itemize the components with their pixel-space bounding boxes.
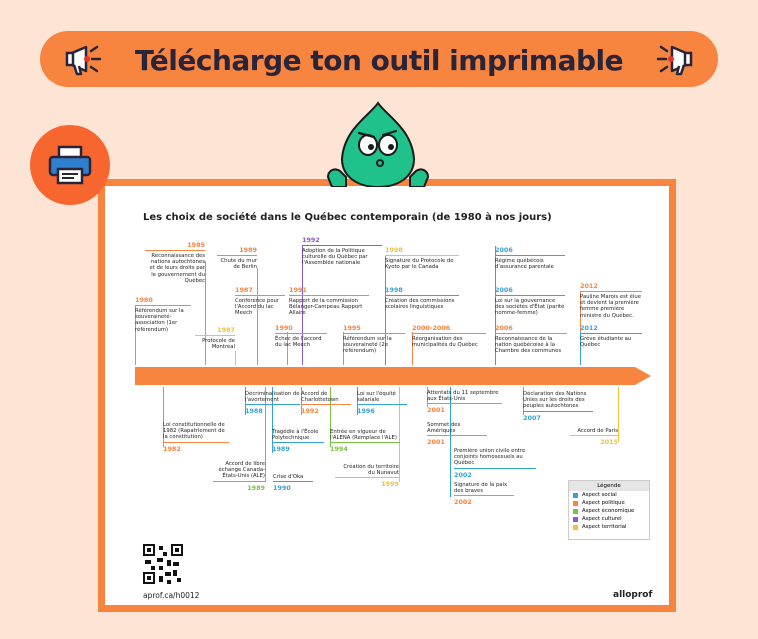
timeline-event: 1998 Création des commissions scolaires linguistiques xyxy=(385,286,459,310)
timeline-event: 1980 Référendum sur la souveraineté-association (1er référendum) xyxy=(135,296,191,333)
legend-item: Aspect économique xyxy=(569,507,649,515)
timeline-event: 1992 Adoption de la Politique culturelle du Québec par l'Assemblée nationale xyxy=(302,236,382,267)
timeline-event: Première union civile entre conjoints homosexuels au Québec 2002 xyxy=(454,448,536,479)
timeline-event: 2012 Grève étudiante au Québec xyxy=(580,324,642,348)
timeline-event: 1998 Signature du Protocole de Kyoto par le Canada xyxy=(385,246,459,270)
timeline-event: Décriminalisation de l'avortement 1988 xyxy=(245,391,300,416)
legend-item: Aspect politique xyxy=(569,499,649,507)
timeline-event: Accord de Paris 2015 xyxy=(570,428,618,446)
timeline-event: Loi constitutionnelle de 1982 (Rapatriement de la constitution) 1982 xyxy=(163,422,229,453)
timeline-event: Crise d'Oka 1990 xyxy=(273,474,313,492)
timeline-event: Tragédie à l'École Polytechnique 1989 xyxy=(272,429,324,453)
legend-item: Aspect social xyxy=(569,491,649,499)
timeline-event: 2006 Loi sur la gouvernance des sociétés d'État (parité homme-femme) xyxy=(495,286,565,317)
timeline-event: 2000-2006 Réorganisation des municipalités du Québec xyxy=(412,324,486,348)
timeline-event: 2006 Reconnaissance de la nation québécoise à la Chambre des communes xyxy=(495,324,567,355)
download-banner[interactable] xyxy=(40,31,718,87)
timeline-event: 2006 Régime québécois d'assurance parentale xyxy=(495,246,565,270)
timeline-event: Accord de libre échange Canada-États-Unis (ALE) 1989 xyxy=(213,461,265,492)
timeline-event: Attentats du 11 septembre aux États-Unis 2001 xyxy=(427,390,502,414)
poster-sheet xyxy=(105,186,669,605)
legend xyxy=(568,480,650,540)
timeline-event: Entrée en vigueur de l'ALENA (Remplace l'ALE) 1994 xyxy=(330,429,400,453)
legend-item: Aspect territorial xyxy=(569,523,649,531)
timeline-event: 1991 Rapport de la commission Bélanger-Campeau Rapport Allaire xyxy=(289,286,369,317)
timeline-event: 1985 Reconnaissance des nations autochtones et de leurs droits par le gouvernement du Québec xyxy=(145,241,205,284)
timeline-event: Signature de la paix des braves 2002 xyxy=(454,482,514,506)
timeline-event: 1990 Échec de l'accord du lac Meech xyxy=(275,324,327,348)
timeline-arrow xyxy=(135,365,653,387)
poster-url[interactable]: aprof.ca/h0012 xyxy=(143,591,200,600)
qr-code-icon[interactable] xyxy=(143,544,183,584)
connector-line xyxy=(618,387,619,442)
timeline-event: 1989 Chute du mur de Berlin xyxy=(217,246,257,270)
printer-icon xyxy=(48,145,92,185)
timeline-event: 1987 Protocole de Montréal xyxy=(195,326,235,350)
timeline-event: 2012 Pauline Marois est élue et devient la première femme première ministre du Québec. xyxy=(580,282,641,319)
poster-frame xyxy=(98,179,676,612)
printer-button[interactable] xyxy=(30,125,110,205)
megaphone-icon xyxy=(648,39,696,79)
timeline-event: Déclaration des Nations Unies sur les droits des peuples autochtones 2007 xyxy=(523,391,593,422)
legend-item: Aspect culturel xyxy=(569,515,649,523)
timeline-event: Accord de Charlottetown 1992 xyxy=(301,391,351,415)
poster-title: Les choix de société dans le Québec contemporain (de 1980 à nos jours) xyxy=(143,212,552,223)
brand-logo: alloprof xyxy=(613,590,653,600)
mascot-icon xyxy=(326,101,430,187)
timeline-event: Sommet des Amériques 2001 xyxy=(427,422,487,446)
connector-line xyxy=(235,351,236,365)
timeline-event: Loi sur l'équité salariale 1996 xyxy=(357,391,407,415)
banner-title: Télécharge ton outil imprimable xyxy=(134,44,624,77)
timeline-event: 1987 Conférence pour l'Accord du lac Meech xyxy=(235,286,285,317)
legend-title: Légende xyxy=(569,481,649,491)
timeline-event: Création du territoire du Nunavut 1999 xyxy=(335,464,399,488)
timeline-event: 1995 Référendum sur la souveraineté (2e référendum) xyxy=(343,324,405,355)
